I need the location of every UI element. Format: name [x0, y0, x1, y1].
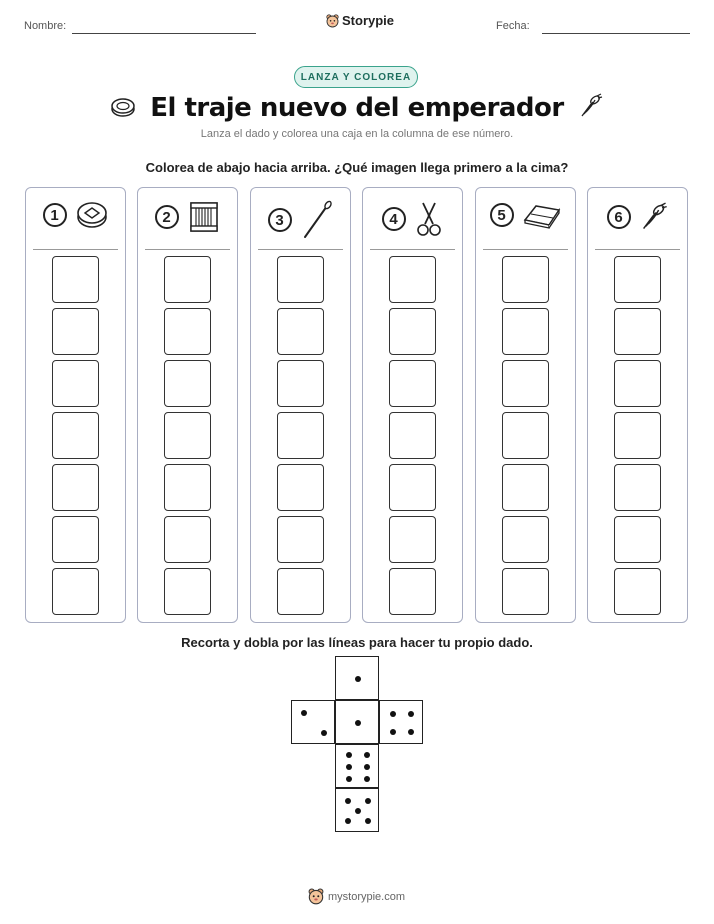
- die-face-lower: [335, 744, 379, 788]
- column-divider: [145, 249, 230, 250]
- color-box[interactable]: [389, 516, 436, 563]
- color-box[interactable]: [52, 568, 99, 615]
- die-face-left: [291, 700, 335, 744]
- column-2: [137, 187, 238, 623]
- color-box[interactable]: [389, 360, 436, 407]
- activity-badge: LANZA Y COLOREA: [294, 66, 418, 88]
- die-pip: [390, 729, 396, 735]
- column-header: [363, 200, 462, 238]
- column-number: 2: [155, 205, 179, 229]
- color-box[interactable]: [389, 568, 436, 615]
- color-box[interactable]: [52, 516, 99, 563]
- column-header: [588, 200, 687, 234]
- color-box[interactable]: [389, 256, 436, 303]
- needle-icon: [300, 200, 334, 240]
- name-line[interactable]: [72, 33, 256, 34]
- die-pip: [365, 818, 371, 824]
- die-pip: [301, 710, 307, 716]
- subtitle: Lanza el dado y colorea una caja en la columna de ese número.: [200, 128, 514, 140]
- color-box[interactable]: [389, 412, 436, 459]
- color-box[interactable]: [52, 464, 99, 511]
- color-box[interactable]: [502, 464, 549, 511]
- die-pip: [365, 798, 371, 804]
- thread-icon: [639, 200, 669, 234]
- color-box[interactable]: [52, 412, 99, 459]
- brand-logo: [326, 13, 394, 28]
- title-text: El traje nuevo del emperador: [150, 93, 564, 123]
- color-box[interactable]: [277, 360, 324, 407]
- column-number: 5: [490, 203, 514, 227]
- color-box[interactable]: [614, 256, 661, 303]
- die-pip: [355, 720, 361, 726]
- date-label: Fecha:: [496, 20, 530, 32]
- die-pip: [355, 808, 361, 814]
- column-1: [25, 187, 126, 623]
- color-box[interactable]: [502, 516, 549, 563]
- die-pip: [408, 711, 414, 717]
- color-box[interactable]: [502, 412, 549, 459]
- die-pip: [346, 764, 352, 770]
- die-pip: [364, 752, 370, 758]
- instruction-top: Colorea de abajo hacia arriba. ¿Qué imagen llega primero a la cima?: [145, 160, 569, 175]
- fabric-icon: [522, 200, 562, 230]
- footer-url: mystorypie.com: [328, 890, 406, 903]
- color-box[interactable]: [52, 256, 99, 303]
- color-box[interactable]: [277, 464, 324, 511]
- color-box[interactable]: [502, 256, 549, 303]
- die-face-bottom: [335, 788, 379, 832]
- die-face-center: [335, 700, 379, 744]
- coin-icon: [110, 96, 136, 118]
- date-line[interactable]: [542, 33, 690, 34]
- thread-icon: [578, 92, 604, 120]
- storypie-mascot-icon: [308, 888, 324, 905]
- column-number: 4: [382, 207, 406, 231]
- column-header: [138, 200, 237, 234]
- color-box[interactable]: [52, 360, 99, 407]
- scissors-icon: [414, 200, 444, 238]
- die-pip: [364, 776, 370, 782]
- die-pip: [355, 676, 361, 682]
- column-divider: [33, 249, 118, 250]
- column-number: 1: [43, 203, 67, 227]
- color-box[interactable]: [614, 308, 661, 355]
- die-face-top: [335, 656, 379, 700]
- footer: [308, 888, 405, 905]
- color-box[interactable]: [277, 516, 324, 563]
- color-box[interactable]: [164, 308, 211, 355]
- column-divider: [370, 249, 455, 250]
- brand-name: Storypie: [342, 13, 395, 28]
- color-box[interactable]: [502, 360, 549, 407]
- die-pip: [345, 818, 351, 824]
- color-box[interactable]: [164, 568, 211, 615]
- column-number: 3: [268, 208, 292, 232]
- color-box[interactable]: [614, 412, 661, 459]
- color-box[interactable]: [389, 308, 436, 355]
- color-box[interactable]: [164, 360, 211, 407]
- color-box[interactable]: [277, 256, 324, 303]
- die-pip: [390, 711, 396, 717]
- column-divider: [258, 249, 343, 250]
- storypie-mascot-icon: [326, 14, 339, 28]
- color-box[interactable]: [502, 308, 549, 355]
- column-3: [250, 187, 351, 623]
- die-pip: [364, 764, 370, 770]
- color-box[interactable]: [164, 412, 211, 459]
- die-pip: [408, 729, 414, 735]
- column-number: 6: [607, 205, 631, 229]
- coin-icon: [75, 200, 109, 230]
- column-header: [26, 200, 125, 230]
- die-pip: [346, 752, 352, 758]
- column-4: [362, 187, 463, 623]
- die-pip: [345, 798, 351, 804]
- name-label: Nombre:: [24, 20, 67, 32]
- column-6: [587, 187, 688, 623]
- color-box[interactable]: [164, 256, 211, 303]
- color-box[interactable]: [614, 360, 661, 407]
- color-box[interactable]: [164, 464, 211, 511]
- column-divider: [595, 249, 680, 250]
- instruction-bottom: Recorta y dobla por las líneas para hacer tu propio dado.: [181, 635, 533, 650]
- color-box[interactable]: [614, 464, 661, 511]
- column-header: [251, 200, 350, 240]
- column-header: [476, 200, 575, 230]
- color-box[interactable]: [52, 308, 99, 355]
- color-box[interactable]: [277, 308, 324, 355]
- column-divider: [483, 249, 568, 250]
- die-pip: [346, 776, 352, 782]
- column-5: [475, 187, 576, 623]
- color-box[interactable]: [502, 568, 549, 615]
- color-box[interactable]: [614, 516, 661, 563]
- page-title: [0, 92, 714, 123]
- color-box[interactable]: [277, 568, 324, 615]
- color-box[interactable]: [277, 412, 324, 459]
- die-face-right: [379, 700, 423, 744]
- die-pip: [321, 730, 327, 736]
- loom-icon: [187, 200, 221, 234]
- color-box[interactable]: [614, 568, 661, 615]
- color-box[interactable]: [164, 516, 211, 563]
- color-box[interactable]: [389, 464, 436, 511]
